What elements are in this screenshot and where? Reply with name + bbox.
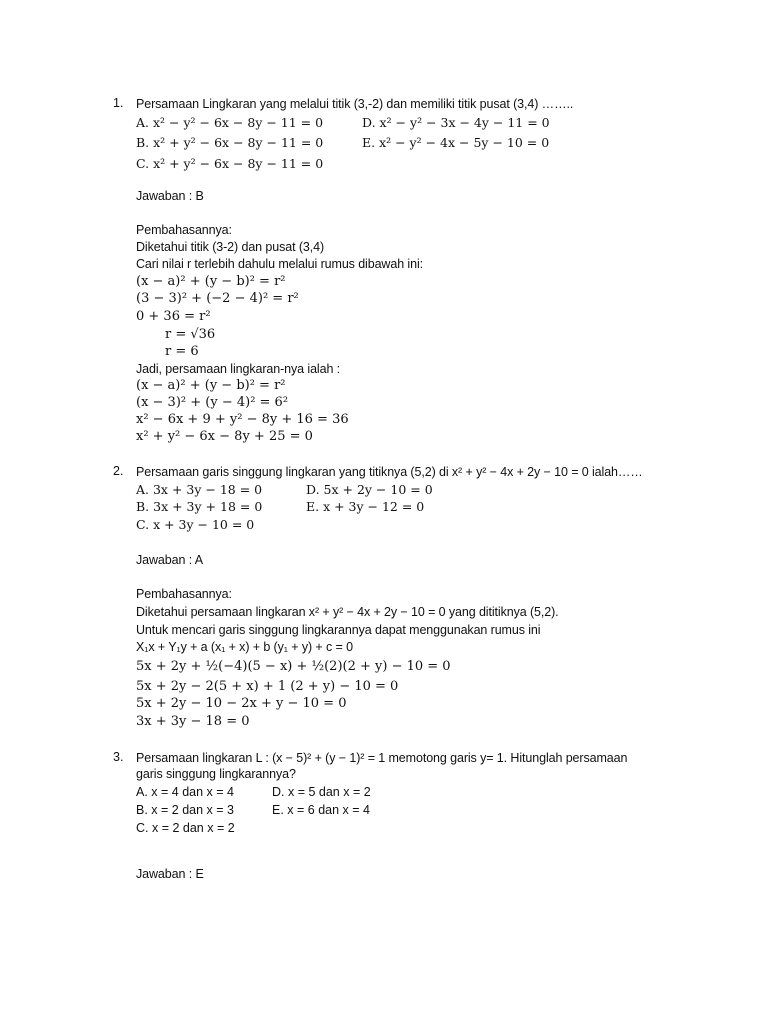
question-text: Persamaan garis singgung lingkaran yang titiknya (5,2) di x² + y² − 4x + 2y − 10 = 0 ialah…… bbox=[136, 465, 643, 479]
equation-line: r = 6 bbox=[165, 344, 199, 359]
discussion-line: Cari nilai r terlebih dahulu melalui rumus dibawah ini: bbox=[136, 257, 424, 271]
question-number: 1. bbox=[113, 96, 124, 110]
equation-line: (3 − 3)² + (−2 − 4)² = r² bbox=[136, 291, 299, 306]
option-c: C. x² + y² − 6x − 8y − 11 = 0 bbox=[136, 156, 324, 171]
discussion-line: Jadi, persamaan lingkaran-nya ialah : bbox=[136, 362, 341, 376]
option-e: E. x = 6 dan x = 4 bbox=[272, 803, 370, 817]
option-b: B. x² + y² − 6x − 8y − 11 = 0 bbox=[136, 135, 324, 150]
option-b: B. 3x + 3y + 18 = 0 bbox=[136, 499, 263, 514]
discussion-title: Pembahasannya: bbox=[136, 587, 232, 601]
option-c: C. x + 3y − 10 = 0 bbox=[136, 517, 255, 532]
option-d: D. 5x + 2y − 10 = 0 bbox=[306, 482, 433, 497]
equation-line: (x − a)² + (y − b)² = r² bbox=[136, 378, 286, 393]
equation-line: 5x + 2y − 2(5 + x) + 1 (2 + y) − 10 = 0 bbox=[136, 679, 399, 694]
option-a: A. 3x + 3y − 18 = 0 bbox=[136, 482, 263, 497]
equation-line: x² − 6x + 9 + y² − 8y + 16 = 36 bbox=[136, 412, 349, 427]
answer: Jawaban : B bbox=[136, 189, 204, 203]
discussion-line: Diketahui persamaan lingkaran x² + y² − 4x + 2y − 10 = 0 yang dititiknya (5,2). bbox=[136, 605, 559, 619]
option-e: E. x + 3y − 12 = 0 bbox=[306, 499, 425, 514]
equation-line: r = √36 bbox=[165, 327, 216, 342]
equation-line: 5x + 2y − 10 − 2x + y − 10 = 0 bbox=[136, 696, 347, 711]
answer: Jawaban : A bbox=[136, 553, 204, 567]
option-d: D. x = 5 dan x = 2 bbox=[272, 785, 371, 799]
equation-line: 5x + 2y + ½(−4)(5 − x) + ½(2)(2 + y) − 10 = 0 bbox=[136, 659, 451, 674]
equation-line: (x − a)² + (y − b)² = r² bbox=[136, 274, 286, 289]
equation-line: x² + y² − 6x − 8y + 25 = 0 bbox=[136, 429, 313, 444]
option-c: C. x = 2 dan x = 2 bbox=[136, 821, 235, 835]
question-text: Persamaan lingkaran L : (x − 5)² + (y − 1)² = 1 memotong garis y= 1. Hitunglah persamaan bbox=[136, 751, 628, 765]
option-a: A. x² − y² − 6x − 8y − 11 = 0 bbox=[136, 115, 324, 130]
discussion-line: Untuk mencari garis singgung lingkarannya dapat menggunakan rumus ini bbox=[136, 623, 541, 637]
question-number: 2. bbox=[113, 464, 124, 478]
equation-line: (x − 3)² + (y − 4)² = 6² bbox=[136, 395, 289, 410]
answer: Jawaban : E bbox=[136, 867, 204, 881]
equation-line: 3x + 3y − 18 = 0 bbox=[136, 714, 250, 729]
discussion-title: Pembahasannya: bbox=[136, 223, 232, 237]
question-text: garis singgung lingkarannya? bbox=[136, 767, 296, 781]
question-number: 3. bbox=[113, 750, 124, 764]
option-e: E. x² − y² − 4x − 5y − 10 = 0 bbox=[362, 135, 550, 150]
option-a: A. x = 4 dan x = 4 bbox=[136, 785, 234, 799]
equation-line: 0 + 36 = r² bbox=[136, 309, 211, 324]
option-d: D. x² − y² − 3x − 4y − 11 = 0 bbox=[362, 115, 550, 130]
option-b: B. x = 2 dan x = 3 bbox=[136, 803, 234, 817]
discussion-line: Diketahui titik (3-2) dan pusat (3,4) bbox=[136, 240, 325, 254]
question-text: Persamaan Lingkaran yang melalui titik (3,-2) dan memiliki titik pusat (3,4) …….. bbox=[136, 97, 574, 111]
formula-line: X₁x + Y₁y + a (x₁ + x) + b (y₁ + y) + c = 0 bbox=[136, 640, 353, 654]
